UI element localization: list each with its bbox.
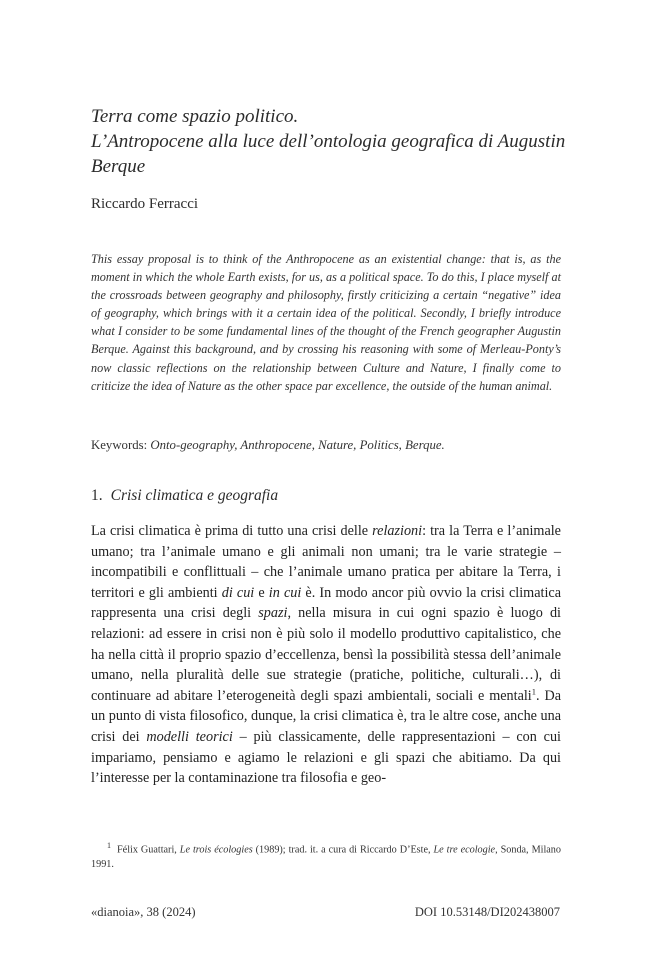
body-text-run: – più classicamente, delle rappresentazioni – con cui impariamo, pensiamo e agiamo le relazioni e gli spazi che abitiamo. Da qui l’interesse per la contaminazione tra filosofia e geo- [91,728,561,787]
section-heading [91,487,278,505]
body-emphasis: relazioni [372,523,423,539]
section-title: Crisi climatica e geografia [110,487,279,504]
footnote-emphasis: Le tre ecologie [433,844,496,856]
doi-label: DOI 10.53148/DI202438007 [414,905,560,919]
body-text-run: . Da un punto di vista filosofico, dunque, la crisi climatica è, tra le altre cose, anche una crisi dei [91,687,562,745]
author-name: Riccardo Ferracci [91,196,199,212]
body-emphasis: in cui [268,584,302,601]
journal-citation: «dianoia», 38 (2024) [91,905,196,919]
body-text-run: è. In modo ancor più ovvio la crisi climatica rappresenta una crisi degli [91,584,561,622]
title-line-1: Terra come spazio politico. [91,106,299,127]
body-text-run: La crisi climatica è prima di tutto una crisi delle [91,523,373,539]
keywords-values: Onto-geography, Anthropocene, Nature, Politics, Berque. [150,438,445,452]
article-title [91,104,571,179]
body-text-run: , nella misura in cui ogni spazio è luogo di relazioni: ad essere in crisi non è più solo il modello produttivo capitalistico, che ha nella città il proprio spazio d’eccellenza, bensì la possibilità stessa dell’animale umano, nella pluralità delle sue strategie (pratiche, politiche, culturali…), di continuare ad abitare l’eterogeneità degli spazi ambientali, sociali e mentali [91,605,561,704]
keywords-label: Keywords: [91,438,148,452]
body-emphasis: spazi [258,605,288,622]
body-emphasis: di cui [221,584,255,601]
keywords [91,438,561,453]
body-emphasis: modelli teorici [146,728,233,745]
section-number: 1. [91,487,103,504]
footnote-text-run: Félix Guattari, [117,844,180,856]
footnote-reference[interactable]: 1 [531,686,537,697]
body-text-run: : tra la Terra e l’animale umano; tra l’animale umano e gli animali non umani; tra le varie strategie – incompatibili e conflittuali – che l’animale umano pratica per abitare la Terra, i territori e gli ambienti [91,523,561,601]
footnote-mark: 1 [107,841,111,850]
body-paragraph [91,521,561,789]
footnote-emphasis: Le trois écologies [179,844,253,856]
footnote-text-run: (1989); trad. it. a cura di Riccardo D’Este, [252,844,434,856]
footnote-text-run: , Sonda, Milano 1991. [91,844,561,871]
title-line-2: L’Antropocene alla luce dell’ontologia geografica di Augustin Berque [91,131,566,177]
footnote [91,838,561,872]
body-text-run: e [254,584,269,601]
abstract: This essay proposal is to think of the Anthropocene as an existential change: that is, as the moment in which the whole Earth exists, for us, as a political space. To do this, I place myself at the crossroads between geography and philosophy, firstly criticizing a certain “negative” idea of geography, which brings with it a certain idea of the political. Secondly, I briefly introduce what I consider to be some fundamental lines of the thought of the French geographer Augustin Berque. Against this background, and by crossing his reasoning with some of Merleau-Ponty’s now classic reflections on the relationship between Culture and Nature, I finally come to criticize the idea of Nature as the other space par excellence, the outside of the human animal. [91,252,561,393]
